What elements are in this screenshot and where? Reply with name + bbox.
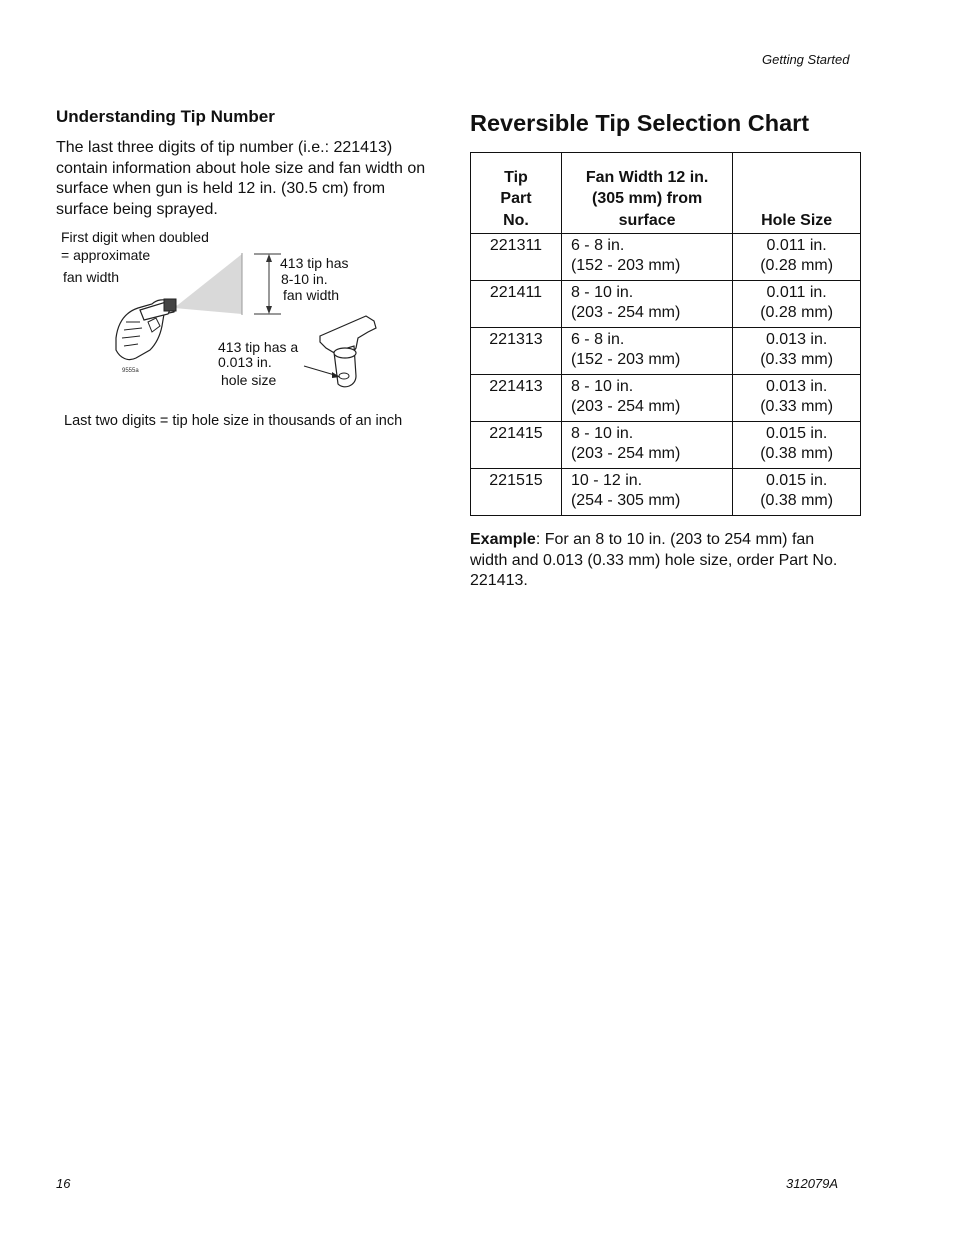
cell-hole: 0.011 in. (0.28 mm) bbox=[733, 281, 861, 328]
cell-part: 221515 bbox=[471, 469, 562, 516]
cell-fan: 8 - 10 in. (203 - 254 mm) bbox=[561, 375, 732, 422]
cell-hole: 0.015 in. (0.38 mm) bbox=[733, 469, 861, 516]
tip-number-figure bbox=[56, 226, 441, 431]
fan-width-label-line1: 413 tip has bbox=[280, 255, 349, 271]
table-row bbox=[471, 375, 861, 422]
table-row bbox=[471, 328, 861, 375]
cell-hole: 0.011 in. (0.28 mm) bbox=[733, 234, 861, 281]
table-row bbox=[471, 469, 861, 516]
fan-width-label-line3: fan width bbox=[283, 287, 340, 303]
table-row bbox=[471, 422, 861, 469]
chart-section bbox=[470, 108, 862, 138]
first-digit-label-line3: fan width bbox=[63, 269, 120, 285]
section-title: Understanding Tip Number bbox=[56, 107, 275, 126]
cell-hole: 0.013 in. (0.33 mm) bbox=[733, 328, 861, 375]
cell-fan: 8 - 10 in. (203 - 254 mm) bbox=[561, 422, 732, 469]
example-label: Example bbox=[470, 531, 536, 548]
cell-fan: 8 - 10 in. (203 - 254 mm) bbox=[561, 281, 732, 328]
figure-id: 9555a bbox=[122, 368, 139, 374]
first-digit-label-line1: First digit when doubled bbox=[61, 229, 209, 245]
cell-hole: 0.015 in. (0.38 mm) bbox=[733, 422, 861, 469]
fan-width-label-line2: 8-10 in. bbox=[281, 271, 328, 287]
first-digit-label-line2: = approximate bbox=[61, 247, 151, 263]
tip-number-section bbox=[56, 106, 441, 220]
cell-hole: 0.013 in. (0.33 mm) bbox=[733, 375, 861, 422]
cell-fan: 6 - 8 in. (152 - 203 mm) bbox=[561, 328, 732, 375]
cell-part: 221311 bbox=[471, 234, 562, 281]
cell-fan: 6 - 8 in. (152 - 203 mm) bbox=[561, 234, 732, 281]
cell-part: 221415 bbox=[471, 422, 562, 469]
header-part: Tip Part No. bbox=[471, 153, 562, 234]
table-header-row bbox=[471, 153, 861, 234]
page-number: 16 bbox=[56, 1176, 71, 1191]
cell-part: 221411 bbox=[471, 281, 562, 328]
example-text: : For an 8 to 10 in. (203 to 254 mm) fan width and 0.013 (0.33 mm) hole size, order Part No. 221413. bbox=[470, 531, 838, 589]
cell-part: 221413 bbox=[471, 375, 562, 422]
tip-selection-table bbox=[470, 152, 861, 516]
hole-size-label-line3: hole size bbox=[221, 372, 277, 388]
table-row bbox=[471, 234, 861, 281]
cell-fan: 10 - 12 in. (254 - 305 mm) bbox=[561, 469, 732, 516]
chart-title: Reversible Tip Selection Chart bbox=[470, 110, 810, 136]
example-paragraph bbox=[470, 530, 855, 592]
cell-part: 221313 bbox=[471, 328, 562, 375]
document-number: 312079A bbox=[786, 1176, 839, 1191]
table-row bbox=[471, 281, 861, 328]
running-header: Getting Started bbox=[762, 52, 850, 67]
header-hole-size: Hole Size bbox=[733, 153, 861, 234]
hole-size-label-line2: 0.013 in. bbox=[218, 354, 272, 370]
figure-caption: Last two digits = tip hole size in thousands of an inch bbox=[64, 413, 403, 429]
hole-size-label-line1: 413 tip has a bbox=[218, 339, 299, 355]
intro-paragraph: The last three digits of tip number (i.e.: 221413) contain information about hole size and fan width on surface when gun is held 12 in. (30.5 cm) from surface being sprayed. bbox=[56, 139, 426, 218]
header-fan-width: Fan Width 12 in. (305 mm) from surface bbox=[561, 153, 732, 234]
